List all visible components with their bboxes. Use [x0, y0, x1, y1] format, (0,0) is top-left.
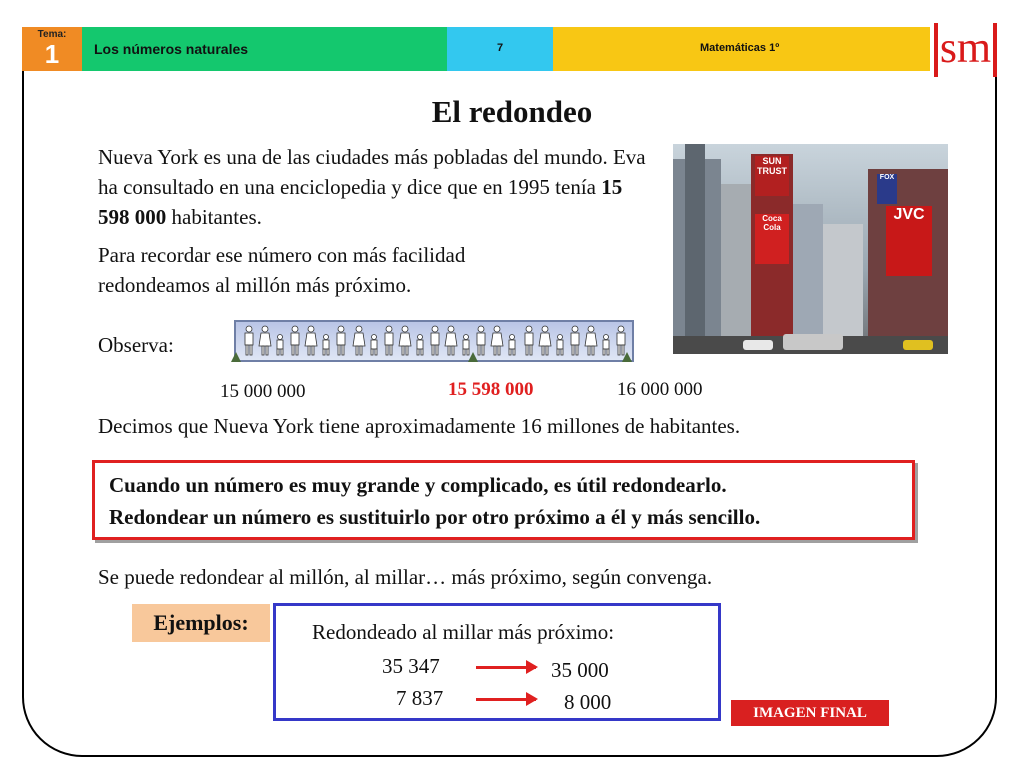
sm-logo: [930, 23, 997, 72]
tick-left-marker: [231, 352, 241, 362]
observe-label: Observa:: [98, 333, 174, 357]
intro-text-before: Nueva York es una de las ciudades más pobladas del mundo. Eva ha consultado en una enciclopedia y dice que en 1995 tenía: [98, 145, 646, 199]
subject-bar: [553, 27, 930, 71]
example-1-from: 35 347: [382, 654, 440, 678]
example-1-to: 35 000: [551, 658, 609, 682]
arrow-right-icon: [476, 666, 536, 669]
population-number-line: [234, 320, 634, 362]
page-number-bar: [447, 27, 553, 71]
logo-text: sm: [934, 23, 997, 77]
imagen-final-button[interactable]: IMAGEN FINAL: [731, 700, 889, 726]
definition-line-1: Cuando un número es muy grande y complicado, es útil redondearlo.: [109, 473, 727, 497]
page-title: El redondeo: [431, 94, 593, 129]
rounding-note: Se puede redondear al millón, al millar… más próximo, según convenga.: [98, 565, 713, 589]
number-line-right-label: 16 000 000: [617, 379, 703, 400]
examples-title: Redondeado al millar más próximo:: [312, 620, 615, 644]
examples-box: [273, 603, 721, 721]
examples-label: Ejemplos:: [132, 604, 270, 642]
intro-paragraph-2: Para recordar ese número con más facilidad redondeamos al millón más próximo.: [98, 243, 466, 297]
people-illustration: [236, 322, 632, 360]
unit-title-bar: [82, 27, 447, 71]
conclusion-text: Decimos que Nueva York tiene aproximadamente 16 millones de habitantes.: [98, 414, 741, 438]
tema-badge: [22, 27, 82, 71]
intro-paragraph: [98, 142, 658, 232]
new-york-photo: SUN TRUST Coca Cola JVC FOX: [673, 144, 948, 354]
example-2-from: 7 837: [396, 686, 444, 710]
subject-label: Matemáticas 1º: [700, 42, 780, 54]
unit-title: Los números naturales: [94, 41, 249, 57]
example-2-to: 8 000: [564, 690, 612, 714]
definition-line-2: Redondear un número es sustituirlo por otro próximo a él y más sencillo.: [109, 505, 761, 529]
arrow-right-icon: [476, 698, 536, 701]
definition-box: [92, 460, 915, 540]
jvc-sign: JVC: [886, 206, 932, 276]
tema-number: 1: [44, 39, 60, 69]
number-line-left-label: 15 000 000: [220, 381, 306, 402]
number-line-value-label: 15 598 000: [448, 379, 534, 400]
page-number: 7: [496, 42, 504, 54]
tema-label: Tema:: [37, 29, 67, 40]
tick-right-marker: [622, 352, 632, 362]
intro-text-after: habitantes.: [166, 205, 262, 229]
tick-value-marker: [468, 352, 478, 362]
population-value: 15 598 000: [98, 175, 623, 229]
